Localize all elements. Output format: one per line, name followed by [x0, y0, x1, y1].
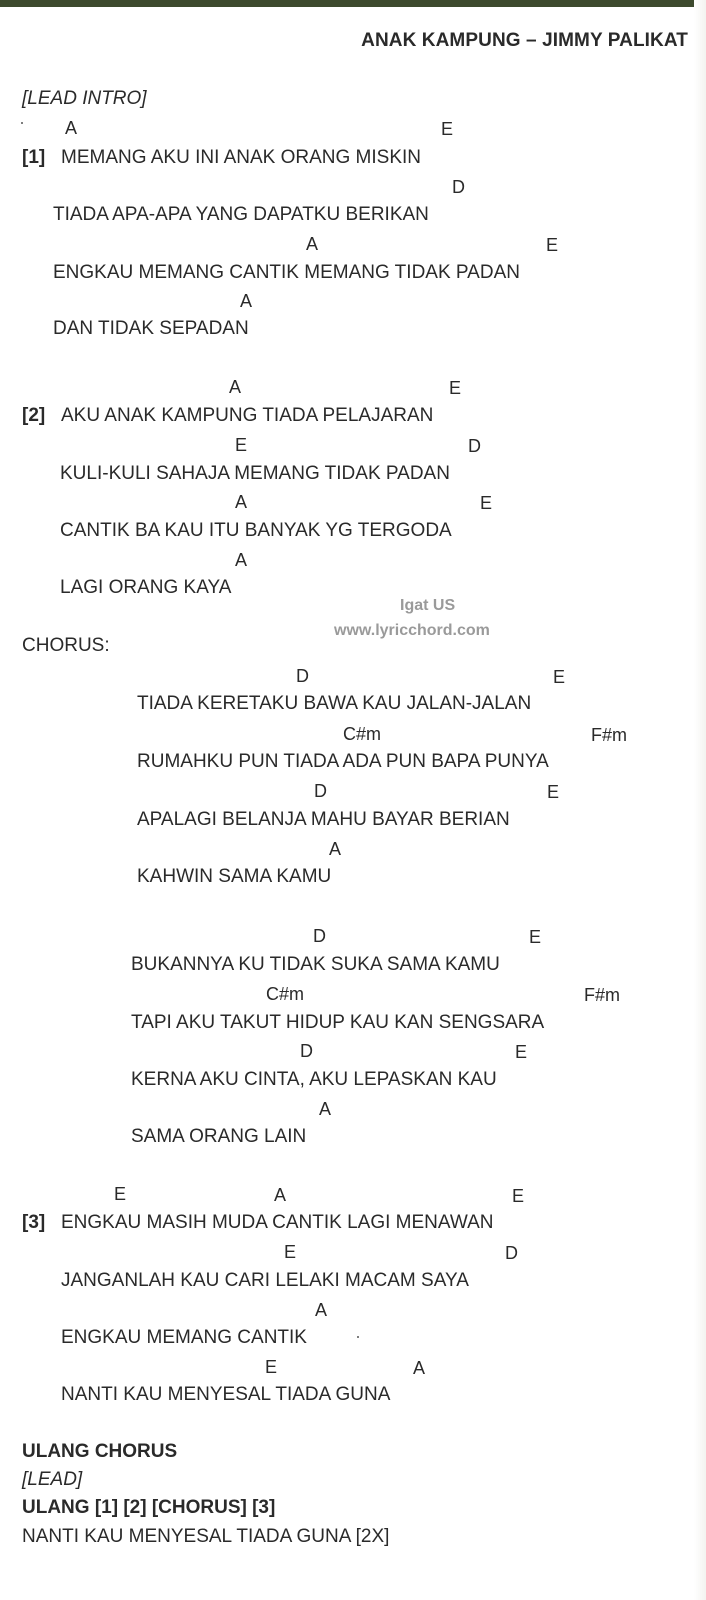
section-lead-intro: [LEAD INTRO] [22, 88, 147, 109]
chord: E [512, 1186, 525, 1206]
lyric-line: ENGKAU MEMANG CANTIK MEMANG TIDAK PADAN [53, 262, 520, 283]
lyric-line: NANTI KAU MENYESAL TIADA GUNA [61, 1384, 391, 1405]
chord: A [235, 492, 248, 512]
lyric-line: CANTIK BA KAU ITU BANYAK YG TERGODA [60, 520, 452, 541]
chord: C#m [343, 724, 382, 744]
chord: A [315, 1300, 328, 1320]
scan-speck [21, 122, 23, 124]
lyric-line: APALAGI BELANJA MAHU BAYAR BERIAN [137, 809, 510, 830]
song-title: ANAK KAMPUNG – JIMMY PALIKAT [361, 30, 688, 51]
chord: E [515, 1042, 528, 1062]
lyric-line: ENGKAU MASIH MUDA CANTIK LAGI MENAWAN [61, 1212, 494, 1233]
lyric-line: AKU ANAK KAMPUNG TIADA PELAJARAN [61, 405, 434, 426]
chord: D [300, 1041, 313, 1061]
chord: F#m [584, 985, 620, 1005]
lyric-line: ENGKAU MEMANG CANTIK [61, 1327, 307, 1348]
section-chorus: CHORUS: [22, 635, 110, 656]
watermark-url: www.lyricchord.com [334, 622, 490, 639]
lyric-line: TIADA KERETAKU BAWA KAU JALAN-JALAN [137, 693, 532, 714]
lyric-line: TIADA APA-APA YANG DAPATKU BERIKAN [53, 204, 429, 225]
lyric-line: SAMA ORANG LAIN [131, 1126, 307, 1147]
chord: E [480, 493, 493, 513]
chord: A [413, 1358, 426, 1378]
lyric-line: BUKANNYA KU TIDAK SUKA SAMA KAMU [131, 954, 500, 975]
lyric-line: TAPI AKU TAKUT HIDUP KAU KAN SENGSARA [131, 1012, 545, 1033]
lyric-line: LAGI ORANG KAYA [60, 577, 232, 598]
chord: D [452, 177, 465, 197]
verse-label-1: [1] [22, 147, 46, 168]
chord: E [441, 119, 454, 139]
lyric-line: KERNA AKU CINTA, AKU LEPASKAN KAU [131, 1069, 497, 1090]
chord: E [235, 435, 248, 455]
lyric-line: KAHWIN SAMA KAMU [137, 866, 332, 887]
chord: E [114, 1184, 127, 1204]
chord: E [546, 235, 559, 255]
chord: D [296, 666, 309, 686]
chord: E [265, 1357, 278, 1377]
lyric-line: DAN TIDAK SEPADAN [53, 318, 249, 339]
chord: A [240, 291, 253, 311]
top-border [0, 0, 706, 7]
chord: D [313, 926, 326, 946]
scan-speck [357, 1336, 359, 1338]
instruction-repeat-chorus: ULANG CHORUS [22, 1441, 178, 1462]
lyric-line: JANGANLAH KAU CARI LELAKI MACAM SAYA [61, 1270, 469, 1291]
chord: A [65, 118, 78, 138]
chord: E [547, 782, 560, 802]
chord: E [284, 1242, 297, 1262]
chord: E [553, 667, 566, 687]
chord: D [314, 781, 327, 801]
chord: D [505, 1243, 518, 1263]
chord: A [306, 234, 319, 254]
chord: A [229, 377, 242, 397]
lyric-line: KULI-KULI SAHAJA MEMANG TIDAK PADAN [60, 463, 450, 484]
lyric-line-final: NANTI KAU MENYESAL TIADA GUNA [2X] [22, 1526, 390, 1547]
instruction-repeat-sections: ULANG [1] [2] [CHORUS] [3] [22, 1497, 276, 1518]
chord: A [235, 550, 248, 570]
lyric-line: MEMANG AKU INI ANAK ORANG MISKIN [61, 147, 422, 168]
chord: F#m [591, 725, 627, 745]
page-edge [694, 0, 706, 1600]
section-lead: [LEAD] [22, 1469, 83, 1490]
watermark-author: Igat US [400, 597, 456, 614]
chord: C#m [266, 984, 305, 1004]
verse-label-3: [3] [22, 1212, 46, 1233]
chord: D [468, 436, 481, 456]
chord: A [329, 839, 342, 859]
verse-label-2: [2] [22, 405, 46, 426]
chord: E [449, 378, 462, 398]
chord: E [529, 927, 542, 947]
chord: A [319, 1099, 332, 1119]
lyric-line: RUMAHKU PUN TIADA ADA PUN BAPA PUNYA [137, 751, 549, 772]
chord: A [274, 1185, 287, 1205]
